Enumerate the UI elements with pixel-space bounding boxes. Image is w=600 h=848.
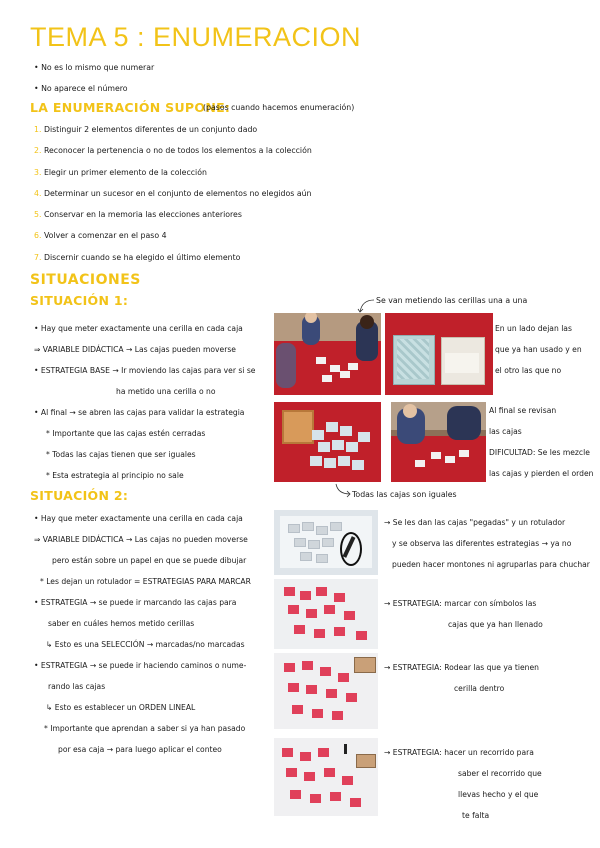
step-text: Elegir un primer elemento de la colección [43,167,207,177]
sit1-line: • ESTRATEGIA BASE → Ir moviendo las cajas para ver si se [34,366,256,375]
sit1-line: ⇒ VARIABLE DIDÁCTICA → Las cajas pueden moverse [34,345,236,354]
photo-children-table [274,313,381,395]
step-number: 3. [34,167,42,177]
sit2-line: por esa caja → para luego aplicar el conteo [58,745,222,754]
curved-arrow-icon [334,482,354,498]
sit2-line: • ESTRATEGIA → se puede ir marcando las cajas para [34,598,237,607]
note-line: → Se les dan las cajas "pegadas" y un rotulador [384,518,566,527]
sit1-bottom-note: Todas las cajas son iguales [352,490,457,499]
step-number: 4. [34,188,42,198]
steps-list [34,125,312,274]
step-number: 6. [34,231,42,241]
step-number: 5. [34,210,42,220]
step-text: Determinar un sucesor en el conjunto de elementos no elegidos aún [43,188,312,198]
photo-red-cards-circled [274,653,378,729]
photo-children-checking [391,402,486,482]
intro-line-2: • No aparece el número [34,84,128,93]
enum-note: (pasos cuando hacemos enumeración) [203,103,355,112]
sit1-line: * Importante que las cajas estén cerradas [46,429,206,438]
photo-matchbox [385,313,493,395]
note-line: saber el recorrido que [458,769,542,778]
sit2-line: • Hay que meter exactamente una cerilla en cada caja [34,514,243,523]
sit2-line: ↳ Esto es establecer un ORDEN LINEAL [46,703,196,712]
sit2-line: • ESTRATEGIA → se puede ir haciendo caminos o nume- [34,661,247,670]
step-item [34,253,312,274]
note-line: las cajas [489,427,522,436]
photo-red-cards-symbols [274,579,378,649]
step-number: 2. [34,146,42,156]
sit2-heading: SITUACIÓN 2: [30,488,129,503]
step-text: Distinguir 2 elementos diferentes de un conjunto dado [43,125,258,134]
note-line: En un lado dejan las [495,324,572,333]
sit2-line: rando las cajas [48,682,106,691]
sit2-note-4 [384,742,542,826]
sit2-line: saber en cuáles hemos metido cerillas [48,619,195,628]
situaciones-heading: SITUACIONES [30,272,141,288]
step-text: Reconocer la pertenencia o no de todos los elementos a la colección [43,146,312,156]
step-text: Discernir cuando se ha elegido el último elemento [43,252,241,262]
note-line: Al final se revisan [489,406,557,415]
sit1-line: • Al final → se abren las cajas para validar la estrategia [34,408,245,417]
sit1-line: * Esta estrategia al principio no sale [46,471,184,480]
step-item [34,168,312,189]
step-item [34,210,312,231]
page-title: TEMA 5 : ENUMERACION [30,22,362,52]
step-item [34,231,312,252]
sit2-note-2 [384,593,543,635]
step-item [34,189,312,210]
sit2-line: * Importante que aprendan a saber si ya han pasado [44,724,246,733]
note-line: las cajas y pierden el orden [489,469,594,478]
photo-paper-marker [274,510,378,575]
note-line: cerilla dentro [454,684,505,693]
sit2-line: ⇒ VARIABLE DIDÁCTICA → Las cajas no pueden moverse [34,535,248,544]
sit1-top-note: Se van metiendo las cerillas una a una [376,296,528,305]
enum-heading: LA ENUMERACIÓN SUPONE: [30,100,231,115]
sit2-line: * Les dejan un rotulador = ESTRATEGIAS PARA MARCAR [40,577,251,586]
sit2-line: ↳ Esto es una SELECCIÓN → marcadas/no marcadas [46,640,245,649]
sit1-text [34,318,255,486]
sit1-right-note-1 [495,318,582,381]
step-number: 1. [34,125,42,134]
step-item [34,146,312,167]
note-line: DIFICULTAD: Se les mezcle [489,448,590,457]
step-number: 7. [34,252,42,262]
note-line: el otro las que no [495,366,562,375]
step-text: Volver a comenzar en el paso 4 [43,231,167,241]
note-line: llevas hecho y el que [458,790,539,799]
sit2-text [34,508,251,760]
note-line: y se observa las diferentes estrategias → ya no [392,539,572,548]
step-text: Conservar en la memoria las elecciones anteriores [43,210,242,220]
sit1-line: • Hay que meter exactamente una cerilla en cada caja [34,324,243,333]
intro-line-1: • No es lo mismo que numerar [34,63,155,72]
sit1-line: * Todas las cajas tienen que ser iguales [46,450,196,459]
note-line: → ESTRATEGIA: hacer un recorrido para [384,748,534,757]
sit1-right-note-2 [489,400,593,484]
sit1-line: ha metido una cerilla o no [116,387,216,396]
note-line: te falta [462,811,490,820]
note-line: que ya han usado y en [495,345,582,354]
step-item [34,125,312,146]
sit2-note-3 [384,657,539,699]
note-line: pueden hacer montones ni agruparlas para chuchar [392,560,590,569]
note-line: → ESTRATEGIA: marcar con símbolos las [384,599,537,608]
note-line: cajas que ya han llenado [448,620,543,629]
curved-arrow-icon [356,296,376,314]
photo-red-cards-path [274,738,378,816]
sit1-heading: SITUACIÓN 1: [30,293,129,308]
sit2-note-1 [384,512,590,575]
sit2-line: pero están sobre un papel en que se puede dibujar [52,556,247,565]
note-line: → ESTRATEGIA: Rodear las que ya tienen [384,663,539,672]
photo-cards-table [274,402,381,482]
